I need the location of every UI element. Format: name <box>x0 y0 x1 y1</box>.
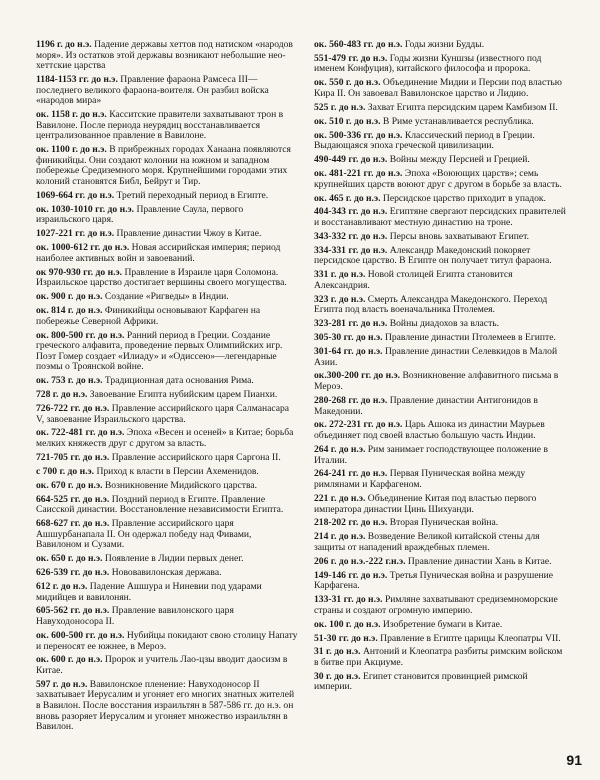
entry-text: Египет становится провинцией римской империи. <box>314 670 528 693</box>
entry-text: Изобретение бумаги в Китае. <box>382 618 503 630</box>
entry-date: 551-479 гг. до н.э. <box>314 52 388 64</box>
entry-text: Правление в Израиле царя Соломона. Израильское царство достигает вершины своего могущества. <box>36 266 287 289</box>
entry-text: Правление династии Чжоу в Китае. <box>116 228 262 240</box>
timeline-entry <box>36 191 298 202</box>
timeline-entry <box>36 453 298 464</box>
entry-text: Годы жизни Будды. <box>404 39 485 50</box>
entry-date: ок. 650 г. до н.э. <box>36 553 103 565</box>
entry-text: Новая ассирийская империя; период наиболее активных войн и завоеваний. <box>36 242 281 264</box>
right-column <box>314 40 568 696</box>
entry-date: ок. 510 г. до н.э. <box>314 115 381 127</box>
entry-text: Захват Египта персидским царем Камбизом II. <box>367 101 558 113</box>
timeline-entry <box>36 606 298 627</box>
entry-date: 1184-1153 гг. до н.э. <box>36 74 118 86</box>
entry-text: Возведение Великой китайской стены для защиты от нападений враждебных племен. <box>314 531 540 553</box>
entry-text: Традиционная дата основания Рима. <box>104 375 254 387</box>
timeline-entry <box>314 155 568 166</box>
timeline-entry <box>314 445 568 466</box>
timeline-entry <box>314 194 568 205</box>
timeline-entry <box>314 207 568 228</box>
entry-date: 264-241 гг. до н.э. <box>314 468 388 480</box>
entry-date: 221 г. до н.э. <box>314 492 366 504</box>
entry-text: Касситские правители захватывают трон в Вавилоне. После периода неурядиц восстанавливается централизованное правление в Вавилоне. <box>36 109 284 142</box>
timeline-entry <box>314 532 568 553</box>
entry-date: 323 г. до н.э. <box>314 293 366 305</box>
entry-text: Царь Ашока из династии Маурьев объединяет под своей властью большую часть Индии. <box>314 419 545 442</box>
entry-date: 133-31 гг. до н.э. <box>314 594 383 606</box>
entry-text: Падение державы хеттов под натиском «народов моря». Из остатков этой державы возникают небольшие нео-хеттские царства <box>36 39 293 72</box>
timeline-entry <box>314 494 568 515</box>
entry-date: 218-202 гг. до н.э. <box>314 517 388 529</box>
entry-text: Римляне захватывают средиземноморские страны и создают огромную империю. <box>314 594 558 616</box>
entry-date: 149-146 гг. до н.э. <box>314 569 388 581</box>
timeline-entry <box>36 376 298 387</box>
entry-text: Правление династии Хань в Китае. <box>407 555 552 567</box>
timeline-entry <box>314 78 568 99</box>
timeline-entry <box>36 243 298 264</box>
timeline-entry <box>314 672 568 693</box>
entry-date: 280-268 гг. до н.э. <box>314 394 388 406</box>
entry-text: Третий переходный период в Египте. <box>116 189 269 201</box>
entry-text: Классический период в Греции. Выдающаяся эпоха греческой цивилизации. <box>314 129 535 152</box>
entry-text: Вавилонское пленение: Навуходоносор II захватывает Иерусалим и угоняет его многих знатных жителей в Вавилон. После восстания израильтян в 587-586 гг. до н.э. он вновь разоряет Иерусалим и угоняет множество израильтян в Вавилон. <box>36 678 295 733</box>
entry-date: ок. 550 г. до н.э. <box>314 77 381 89</box>
entry-date: 305-30 гг. до н.э. <box>314 332 383 344</box>
entry-text: Смерть Александра Македонского. Переход Египта под власть военачальника Птолемея. <box>314 293 548 316</box>
entry-date: ок. 500-336 гг. до н.э. <box>314 129 403 141</box>
entry-date: 404-343 гг. до н.э. <box>314 206 388 218</box>
entry-date: 30 г. до н.э. <box>314 670 361 682</box>
entry-text: Возникновение алфавитного письма в Мероэ. <box>314 370 559 393</box>
entry-text: Финикийцы основывают Карфаген на побережье Северной Африки. <box>36 305 261 327</box>
entry-text: Падение Ашшура и Ниневии под ударами мидийцев и вавилонян. <box>36 580 262 603</box>
entry-text: Новой столицей Египта становится Александрия. <box>314 269 513 291</box>
entry-text: Появление в Лидии первых денег. <box>104 553 244 565</box>
timeline-entry <box>314 117 568 128</box>
left-column <box>36 40 298 736</box>
timeline-entry <box>36 568 298 579</box>
entry-date: 626-539 гг. до н.э. <box>36 567 110 579</box>
entry-text: Поздний период в Египте. Правление Саисской династии. Восстановление независимости Египта. <box>36 493 284 516</box>
entry-date: 668-627 гг. до н.э. <box>36 518 110 530</box>
entry-date: 490-449 гг. до н.э. <box>314 154 388 166</box>
entry-date: ок. 670 г. до н.э. <box>36 479 103 491</box>
entry-date: ок. 1000-612 гг. до н.э. <box>36 242 130 254</box>
timeline-entry <box>314 295 568 316</box>
timeline-entry <box>314 347 568 368</box>
entry-date: ок. 272-231 гг. до н.э. <box>314 419 403 431</box>
entry-date: ок. 1158 г. до н.э. <box>36 109 107 121</box>
timeline-entry <box>36 205 298 226</box>
timeline-entry <box>314 40 568 51</box>
entry-text: Правление ассирийского царя Саргона II. <box>111 451 281 463</box>
entry-date: 301-64 гг. до н.э. <box>314 346 383 357</box>
entry-text: Правление Саула, первого израильского царя. <box>36 203 244 226</box>
timeline-entry <box>36 390 298 401</box>
entry-date: 1196 г. до н.э. <box>36 39 92 50</box>
timeline-entry <box>314 595 568 616</box>
timeline-entry <box>36 554 298 565</box>
timeline-entry <box>36 292 298 303</box>
timeline-entry <box>36 306 298 327</box>
entry-date: 597 г. до н.э. <box>36 678 88 690</box>
entry-text: Нововавилонская держава. <box>111 567 222 579</box>
timeline-entry <box>36 631 298 652</box>
entry-text: Приход к власти в Персии Ахеменидов. <box>96 465 259 477</box>
entry-date: ок. 100 г. до н.э. <box>314 618 381 630</box>
entry-text: Ранний период в Греции. Создание греческого алфавита, проведение первых Олимпийских игр. Поэт Гомер создает «Илиаду» и «Одиссею»—легендарные поэмы о Троянской войне. <box>36 329 283 373</box>
timeline-entry <box>314 557 568 568</box>
entry-date: ок. 900 г. до н.э. <box>36 291 103 303</box>
timeline-entry <box>36 145 298 187</box>
entry-text: Персы вновь захватывают Египет. <box>389 230 529 242</box>
timeline-entry <box>36 331 298 373</box>
entry-text: Создание «Ригведы» в Индии. <box>104 291 229 303</box>
entry-date: ок. 1100 г. до н.э. <box>36 144 107 156</box>
entry-text: Объединение Китая под властью первого императора династии Цинь Шихуанди. <box>314 492 537 515</box>
timeline-entry <box>36 680 298 733</box>
timeline-entry <box>36 467 298 478</box>
timeline-entry <box>314 518 568 529</box>
entry-text: Правление ассирийского царя Ашшурбанапала II. Он одержал победу над Фивами, Вавилоном и Сузами. <box>36 518 252 551</box>
entry-text: Правление фараона Рамсеса III— последнего великого фараона-воителя. Он разбил войска «народов мира» <box>36 74 269 107</box>
entry-text: Правление вавилонского царя Навуходоносора II. <box>36 605 234 628</box>
timeline-entry <box>36 229 298 240</box>
entry-text: Эпоха «Воюющих царств»; семь крупнейших царств воюют друг с другом в борьбе за власть. <box>314 168 562 190</box>
timeline-entry <box>36 404 298 425</box>
entry-date: ок. 1030-1010 гг. до н.э. <box>36 203 135 215</box>
entry-date: 605-562 гг. до н.э. <box>36 605 110 617</box>
timeline-entry <box>314 246 568 267</box>
entry-date: 51-30 гг. до н.э. <box>314 632 378 644</box>
entry-text: Правление династии Птолемеев в Египте. <box>384 332 556 344</box>
entry-date: ок. 722-481 гг. до н.э. <box>36 427 125 439</box>
entry-date: 726-722 гг. до н.э. <box>36 402 110 414</box>
entry-date: ок. 465 г. до н.э. <box>314 192 381 204</box>
entry-date: с 700 г. до н.э. <box>36 465 95 477</box>
timeline-entry <box>314 647 568 668</box>
entry-date: ок. 481-221 гг. до н.э. <box>314 168 403 180</box>
entry-date: 728 г. до н.э. <box>36 389 88 401</box>
entry-text: Войны диадохов за власть. <box>389 318 500 330</box>
entry-text: Антоний и Клеопатра разбиты римским войском в битве при Акциуме. <box>314 646 563 668</box>
timeline-entry <box>36 110 298 142</box>
entry-date: 612 г. до н.э. <box>36 580 88 592</box>
entry-text: Правление династии Селевкидов в Малой Азии. <box>314 346 558 368</box>
timeline-entry <box>314 469 568 490</box>
entry-text: В прибрежных городах Ханаана появляются финикийцы. Они создают колонии на южном и западном побережье Средиземного моря. Крупнейшими городами этих колоний становятся Библ, Бейрут и Тир. <box>36 144 291 188</box>
entry-date: 721-705 гг. до н.э. <box>36 451 110 463</box>
entry-text: Нубийцы покидают свою столицу Напату и переносят ее южнее, в Мероэ. <box>36 629 298 652</box>
timeline-entry <box>314 131 568 152</box>
entry-date: ок 970-930 гг. до н.э. <box>36 266 123 278</box>
timeline-entry <box>36 481 298 492</box>
timeline-entry <box>314 270 568 291</box>
timeline-entry <box>314 319 568 330</box>
entry-date: 264 г. до н.э. <box>314 443 366 455</box>
entry-text: В Риме устанавливается республика. <box>382 115 534 127</box>
entry-date: ок.300-200 гг. до н.э. <box>314 370 401 382</box>
entry-text: Вторая Пуническая война. <box>389 517 499 529</box>
entry-text: Пророк и учитель Лао-цзы вводит даосизм в Китае. <box>36 654 288 676</box>
entry-text: Правление ассирийского царя Салманасара V, завоевание Израильского царства. <box>36 402 290 425</box>
entry-date: ок. 800-500 гг. до н.э. <box>36 329 125 341</box>
entry-text: Персидское царство приходит в упадок. <box>382 192 546 204</box>
entry-date: 343-332 гг. до н.э. <box>314 230 388 242</box>
timeline-entry <box>314 333 568 344</box>
entry-text: Правление династии Антигонидов в Македонии. <box>314 394 538 417</box>
timeline-entry <box>314 420 568 441</box>
entry-text: Правление в Египте царицы Клеопатры VII. <box>380 632 561 644</box>
entry-text: Возникновение Мидийского царства. <box>104 479 258 491</box>
entry-text: Египтяне свергают персидских правителей и восстанавливают местную династию на троне. <box>314 206 566 228</box>
timeline-entry <box>314 54 568 75</box>
timeline-entry <box>36 268 298 289</box>
entry-text: Первая Пуническая война между римлянами и Карфагеном. <box>314 468 526 491</box>
entry-text: Объединение Мидии и Персии под властью Кира II. Он завоевал Вавилонское царство и Лидию. <box>314 77 562 99</box>
entry-date: 1069-664 гг. до н.э. <box>36 189 115 201</box>
entry-date: 214 г. до н.э. <box>314 531 366 543</box>
entry-date: ок. 753 г. до н.э. <box>36 375 103 387</box>
timeline-entry <box>36 655 298 676</box>
entry-date: 664-525 гг. до н.э. <box>36 493 110 505</box>
timeline-entry <box>36 40 298 72</box>
timeline-entry <box>36 519 298 551</box>
entry-date: 525 г. до н.э. <box>314 101 366 113</box>
entry-date: 331 г. до н.э. <box>314 269 366 281</box>
entry-date: 31 г. до н.э. <box>314 646 361 658</box>
timeline-entry <box>314 634 568 645</box>
timeline-entry <box>314 232 568 243</box>
timeline-entry <box>314 571 568 592</box>
entry-text: Эпоха «Весен и осеней» в Китае; борьба мелких княжеств друг с другом за власть. <box>36 427 294 450</box>
entry-text: Войны между Персией и Грецией. <box>389 154 530 166</box>
entry-date: 1027-221 гг. до н.э. <box>36 228 115 240</box>
entry-text: Завоевание Египта нубийским царем Пианхи. <box>89 389 278 401</box>
timeline-entry <box>36 495 298 516</box>
page-number: 91 <box>566 752 582 768</box>
entry-text: Рим занимает господствующее положение в Италии. <box>314 443 548 466</box>
timeline-entry <box>36 582 298 603</box>
timeline-entry <box>314 396 568 417</box>
timeline-entry <box>36 75 298 107</box>
timeline-entry <box>314 169 568 190</box>
timeline-entry <box>36 428 298 449</box>
entry-text: Годы жизни Куншзы (известного под именем Конфуция), китайского философа и пророка. <box>314 52 542 75</box>
entry-date: 323-281 гг. до н.э. <box>314 318 388 330</box>
entry-date: 334-331 гг. до н.э. <box>314 244 388 256</box>
entry-date: ок. 814 г. до н.э. <box>36 305 103 317</box>
entry-date: 206 г. до н.э.-222 г.н.э. <box>314 555 406 567</box>
entry-date: ок. 600 г. до н.э. <box>36 654 103 666</box>
entry-text: Третья Пуническая война и разрушение Карфагена. <box>314 569 554 592</box>
entry-date: ок. 560-483 гг. до н.э. <box>314 39 403 50</box>
timeline-entry <box>314 620 568 631</box>
timeline-entry <box>314 371 568 392</box>
timeline-entry <box>314 103 568 114</box>
entry-date: ок. 600-500 гг. до н.э. <box>36 629 125 641</box>
entry-text: Александр Македонский покоряет персидское царство. В Египте он получает титул фараона. <box>314 244 552 267</box>
